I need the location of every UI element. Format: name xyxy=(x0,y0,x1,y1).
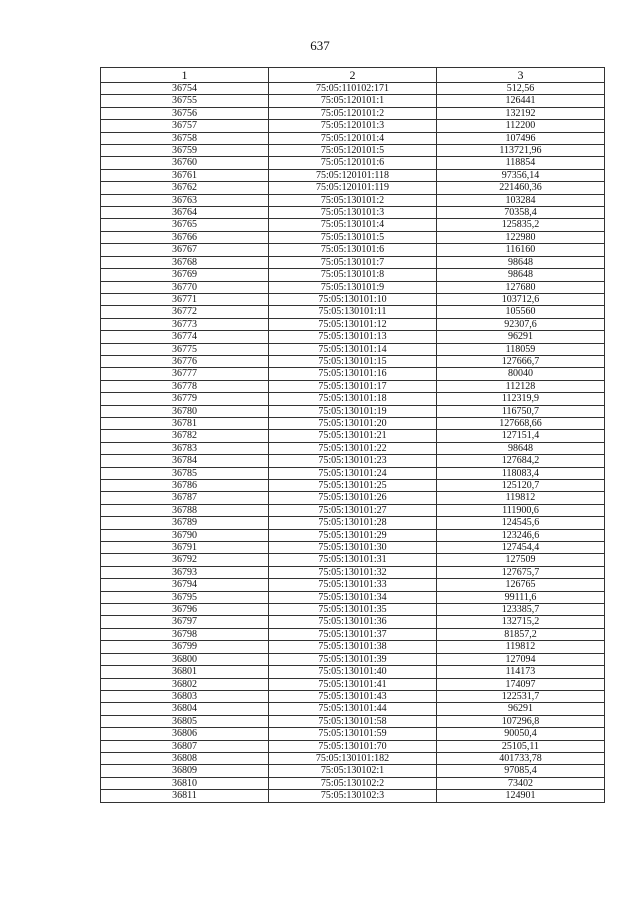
row-number-cell: 36811 xyxy=(101,790,269,802)
value-cell: 127454,4 xyxy=(437,542,605,554)
table-row xyxy=(101,591,605,603)
row-number-cell: 36798 xyxy=(101,628,269,640)
row-number-cell: 36759 xyxy=(101,145,269,157)
table-body xyxy=(101,83,605,803)
table-row xyxy=(101,107,605,119)
row-number-cell: 36757 xyxy=(101,120,269,132)
row-number-cell: 36765 xyxy=(101,219,269,231)
row-number-cell: 36768 xyxy=(101,256,269,268)
table-row xyxy=(101,728,605,740)
value-cell: 132192 xyxy=(437,107,605,119)
column-header-1: 1 xyxy=(101,68,269,83)
row-number-cell: 36780 xyxy=(101,405,269,417)
value-cell: 80040 xyxy=(437,368,605,380)
cadastral-number-cell: 75:05:130101:28 xyxy=(269,517,437,529)
row-number-cell: 36795 xyxy=(101,591,269,603)
table-row xyxy=(101,703,605,715)
row-number-cell: 36760 xyxy=(101,157,269,169)
value-cell: 70358,4 xyxy=(437,207,605,219)
value-cell: 81857,2 xyxy=(437,628,605,640)
table-row xyxy=(101,343,605,355)
value-cell: 127509 xyxy=(437,554,605,566)
table-row xyxy=(101,492,605,504)
cadastral-number-cell: 75:05:130101:34 xyxy=(269,591,437,603)
row-number-cell: 36771 xyxy=(101,293,269,305)
value-cell: 124545,6 xyxy=(437,517,605,529)
cadastral-number-cell: 75:05:130101:17 xyxy=(269,380,437,392)
row-number-cell: 36796 xyxy=(101,604,269,616)
row-number-cell: 36755 xyxy=(101,95,269,107)
cadastral-number-cell: 75:05:120101:6 xyxy=(269,157,437,169)
row-number-cell: 36810 xyxy=(101,777,269,789)
value-cell: 97085,4 xyxy=(437,765,605,777)
cadastral-number-cell: 75:05:130101:10 xyxy=(269,293,437,305)
cadastral-number-cell: 75:05:130101:30 xyxy=(269,542,437,554)
value-cell: 119812 xyxy=(437,641,605,653)
table-row xyxy=(101,318,605,330)
table-row xyxy=(101,579,605,591)
table-row xyxy=(101,169,605,181)
cadastral-number-cell: 75:05:130101:13 xyxy=(269,331,437,343)
table-row xyxy=(101,281,605,293)
table-row xyxy=(101,517,605,529)
value-cell: 112319,9 xyxy=(437,393,605,405)
table-row xyxy=(101,182,605,194)
table-row xyxy=(101,306,605,318)
table-row xyxy=(101,765,605,777)
cadastral-number-cell: 75:05:130101:16 xyxy=(269,368,437,380)
cadastral-number-cell: 75:05:130101:22 xyxy=(269,442,437,454)
value-cell: 127151,4 xyxy=(437,430,605,442)
cadastral-number-cell: 75:05:120101:3 xyxy=(269,120,437,132)
table-row xyxy=(101,380,605,392)
cadastral-number-cell: 75:05:130101:9 xyxy=(269,281,437,293)
table-row xyxy=(101,417,605,429)
row-number-cell: 36781 xyxy=(101,417,269,429)
row-number-cell: 36782 xyxy=(101,430,269,442)
value-cell: 25105,11 xyxy=(437,740,605,752)
row-number-cell: 36783 xyxy=(101,442,269,454)
row-number-cell: 36794 xyxy=(101,579,269,591)
value-cell: 132715,2 xyxy=(437,616,605,628)
cadastral-number-cell: 75:05:120101:1 xyxy=(269,95,437,107)
row-number-cell: 36756 xyxy=(101,107,269,119)
table-row xyxy=(101,715,605,727)
row-number-cell: 36773 xyxy=(101,318,269,330)
row-number-cell: 36763 xyxy=(101,194,269,206)
value-cell: 99111,6 xyxy=(437,591,605,603)
table-row xyxy=(101,690,605,702)
cadastral-number-cell: 75:05:130101:58 xyxy=(269,715,437,727)
value-cell: 127684,2 xyxy=(437,455,605,467)
cadastral-number-cell: 75:05:130101:35 xyxy=(269,604,437,616)
row-number-cell: 36807 xyxy=(101,740,269,752)
value-cell: 103712,6 xyxy=(437,293,605,305)
value-cell: 98648 xyxy=(437,269,605,281)
cadastral-number-cell: 75:05:130101:38 xyxy=(269,641,437,653)
value-cell: 112128 xyxy=(437,380,605,392)
value-cell: 127666,7 xyxy=(437,355,605,367)
value-cell: 125835,2 xyxy=(437,219,605,231)
cadastral-number-cell: 75:05:130101:18 xyxy=(269,393,437,405)
row-number-cell: 36772 xyxy=(101,306,269,318)
value-cell: 122980 xyxy=(437,231,605,243)
row-number-cell: 36774 xyxy=(101,331,269,343)
value-cell: 127675,7 xyxy=(437,566,605,578)
row-number-cell: 36758 xyxy=(101,132,269,144)
table-row xyxy=(101,752,605,764)
cadastral-number-cell: 75:05:130101:3 xyxy=(269,207,437,219)
table-row xyxy=(101,269,605,281)
value-cell: 116160 xyxy=(437,244,605,256)
value-cell: 118854 xyxy=(437,157,605,169)
value-cell: 90050,4 xyxy=(437,728,605,740)
cadastral-number-cell: 75:05:130101:39 xyxy=(269,653,437,665)
row-number-cell: 36802 xyxy=(101,678,269,690)
value-cell: 221460,36 xyxy=(437,182,605,194)
cadastral-number-cell: 75:05:130101:59 xyxy=(269,728,437,740)
value-cell: 107496 xyxy=(437,132,605,144)
cadastral-number-cell: 75:05:130101:4 xyxy=(269,219,437,231)
cadastral-number-cell: 75:05:120101:5 xyxy=(269,145,437,157)
column-header-2: 2 xyxy=(269,68,437,83)
table-row xyxy=(101,653,605,665)
cadastral-number-cell: 75:05:130101:41 xyxy=(269,678,437,690)
table-row xyxy=(101,740,605,752)
row-number-cell: 36792 xyxy=(101,554,269,566)
value-cell: 105560 xyxy=(437,306,605,318)
table-row xyxy=(101,83,605,95)
cadastral-number-cell: 75:05:130101:32 xyxy=(269,566,437,578)
row-number-cell: 36797 xyxy=(101,616,269,628)
value-cell: 103284 xyxy=(437,194,605,206)
page-number: 637 xyxy=(310,38,330,53)
value-cell: 123385,7 xyxy=(437,604,605,616)
row-number-cell: 36776 xyxy=(101,355,269,367)
cadastral-number-cell: 75:05:130101:27 xyxy=(269,504,437,516)
row-number-cell: 36786 xyxy=(101,480,269,492)
row-number-cell: 36775 xyxy=(101,343,269,355)
row-number-cell: 36800 xyxy=(101,653,269,665)
table-row xyxy=(101,293,605,305)
cadastral-number-cell: 75:05:130101:20 xyxy=(269,417,437,429)
cadastral-number-cell: 75:05:130101:40 xyxy=(269,666,437,678)
cadastral-number-cell: 75:05:120101:119 xyxy=(269,182,437,194)
cadastral-number-cell: 75:05:130101:37 xyxy=(269,628,437,640)
value-cell: 98648 xyxy=(437,442,605,454)
value-cell: 126765 xyxy=(437,579,605,591)
cadastral-number-cell: 75:05:130101:7 xyxy=(269,256,437,268)
table-row xyxy=(101,529,605,541)
value-cell: 96291 xyxy=(437,703,605,715)
row-number-cell: 36790 xyxy=(101,529,269,541)
value-cell: 127680 xyxy=(437,281,605,293)
cadastral-number-cell: 75:05:130101:5 xyxy=(269,231,437,243)
value-cell: 111900,6 xyxy=(437,504,605,516)
row-number-cell: 36784 xyxy=(101,455,269,467)
row-number-cell: 36769 xyxy=(101,269,269,281)
value-cell: 119812 xyxy=(437,492,605,504)
value-cell: 92307,6 xyxy=(437,318,605,330)
data-table xyxy=(100,67,605,803)
row-number-cell: 36793 xyxy=(101,566,269,578)
table-row xyxy=(101,244,605,256)
cadastral-number-cell: 75:05:130101:29 xyxy=(269,529,437,541)
cadastral-number-cell: 75:05:120101:4 xyxy=(269,132,437,144)
row-number-cell: 36762 xyxy=(101,182,269,194)
cadastral-number-cell: 75:05:130101:24 xyxy=(269,467,437,479)
table-row xyxy=(101,145,605,157)
row-number-cell: 36806 xyxy=(101,728,269,740)
cadastral-number-cell: 75:05:120101:118 xyxy=(269,169,437,181)
table-row xyxy=(101,442,605,454)
value-cell: 125120,7 xyxy=(437,480,605,492)
cadastral-number-cell: 75:05:130101:182 xyxy=(269,752,437,764)
row-number-cell: 36804 xyxy=(101,703,269,715)
table-row xyxy=(101,157,605,169)
table-row xyxy=(101,666,605,678)
row-number-cell: 36764 xyxy=(101,207,269,219)
cadastral-number-cell: 75:05:130101:31 xyxy=(269,554,437,566)
value-cell: 127668,66 xyxy=(437,417,605,429)
value-cell: 123246,6 xyxy=(437,529,605,541)
table-row xyxy=(101,194,605,206)
cadastral-number-cell: 75:05:130101:14 xyxy=(269,343,437,355)
value-cell: 113721,96 xyxy=(437,145,605,157)
row-number-cell: 36808 xyxy=(101,752,269,764)
table-row xyxy=(101,405,605,417)
value-cell: 107296,8 xyxy=(437,715,605,727)
table-row xyxy=(101,467,605,479)
table-row xyxy=(101,95,605,107)
value-cell: 96291 xyxy=(437,331,605,343)
table-row xyxy=(101,207,605,219)
cadastral-number-cell: 75:05:130102:1 xyxy=(269,765,437,777)
value-cell: 512,56 xyxy=(437,83,605,95)
table-row xyxy=(101,641,605,653)
cadastral-number-cell: 75:05:130101:25 xyxy=(269,480,437,492)
row-number-cell: 36788 xyxy=(101,504,269,516)
row-number-cell: 36777 xyxy=(101,368,269,380)
value-cell: 112200 xyxy=(437,120,605,132)
value-cell: 126441 xyxy=(437,95,605,107)
table-row xyxy=(101,331,605,343)
row-number-cell: 36805 xyxy=(101,715,269,727)
row-number-cell: 36778 xyxy=(101,380,269,392)
cadastral-number-cell: 75:05:120101:2 xyxy=(269,107,437,119)
cadastral-number-cell: 75:05:130101:26 xyxy=(269,492,437,504)
table-row xyxy=(101,132,605,144)
cadastral-number-cell: 75:05:130101:19 xyxy=(269,405,437,417)
table-row xyxy=(101,777,605,789)
table-row xyxy=(101,231,605,243)
row-number-cell: 36799 xyxy=(101,641,269,653)
row-number-cell: 36754 xyxy=(101,83,269,95)
table-row xyxy=(101,120,605,132)
cadastral-number-cell: 75:05:130101:11 xyxy=(269,306,437,318)
value-cell: 124901 xyxy=(437,790,605,802)
column-header-3: 3 xyxy=(437,68,605,83)
table-row xyxy=(101,256,605,268)
cadastral-number-cell: 75:05:130102:3 xyxy=(269,790,437,802)
row-number-cell: 36809 xyxy=(101,765,269,777)
table-row xyxy=(101,430,605,442)
table-row xyxy=(101,628,605,640)
cadastral-number-cell: 75:05:130101:44 xyxy=(269,703,437,715)
row-number-cell: 36779 xyxy=(101,393,269,405)
cadastral-number-cell: 75:05:130101:36 xyxy=(269,616,437,628)
table-row xyxy=(101,616,605,628)
cadastral-number-cell: 75:05:130101:21 xyxy=(269,430,437,442)
cadastral-number-cell: 75:05:130101:2 xyxy=(269,194,437,206)
table-row xyxy=(101,566,605,578)
table-row xyxy=(101,504,605,516)
cadastral-number-cell: 75:05:130101:43 xyxy=(269,690,437,702)
row-number-cell: 36770 xyxy=(101,281,269,293)
cadastral-number-cell: 75:05:130102:2 xyxy=(269,777,437,789)
row-number-cell: 36785 xyxy=(101,467,269,479)
table-row xyxy=(101,368,605,380)
value-cell: 97356,14 xyxy=(437,169,605,181)
value-cell: 122531,7 xyxy=(437,690,605,702)
value-cell: 73402 xyxy=(437,777,605,789)
value-cell: 98648 xyxy=(437,256,605,268)
table-row xyxy=(101,393,605,405)
row-number-cell: 36766 xyxy=(101,231,269,243)
table-row xyxy=(101,790,605,802)
cadastral-number-cell: 75:05:130101:33 xyxy=(269,579,437,591)
table-row xyxy=(101,480,605,492)
cadastral-number-cell: 75:05:130101:15 xyxy=(269,355,437,367)
value-cell: 401733,78 xyxy=(437,752,605,764)
row-number-cell: 36789 xyxy=(101,517,269,529)
cadastral-number-cell: 75:05:130101:8 xyxy=(269,269,437,281)
table-row xyxy=(101,604,605,616)
cadastral-number-cell: 75:05:130101:23 xyxy=(269,455,437,467)
row-number-cell: 36801 xyxy=(101,666,269,678)
table-row xyxy=(101,455,605,467)
row-number-cell: 36787 xyxy=(101,492,269,504)
table-row xyxy=(101,355,605,367)
value-cell: 118059 xyxy=(437,343,605,355)
row-number-cell: 36767 xyxy=(101,244,269,256)
cadastral-number-cell: 75:05:130101:70 xyxy=(269,740,437,752)
value-cell: 116750,7 xyxy=(437,405,605,417)
cadastral-number-cell: 75:05:130101:6 xyxy=(269,244,437,256)
value-cell: 127094 xyxy=(437,653,605,665)
row-number-cell: 36761 xyxy=(101,169,269,181)
row-number-cell: 36791 xyxy=(101,542,269,554)
row-number-cell: 36803 xyxy=(101,690,269,702)
cadastral-number-cell: 75:05:130101:12 xyxy=(269,318,437,330)
value-cell: 174097 xyxy=(437,678,605,690)
table-row xyxy=(101,554,605,566)
table-row xyxy=(101,219,605,231)
value-cell: 114173 xyxy=(437,666,605,678)
table-header-row xyxy=(101,68,605,83)
value-cell: 118083,4 xyxy=(437,467,605,479)
table-row xyxy=(101,542,605,554)
cadastral-number-cell: 75:05:110102:171 xyxy=(269,83,437,95)
table-row xyxy=(101,678,605,690)
